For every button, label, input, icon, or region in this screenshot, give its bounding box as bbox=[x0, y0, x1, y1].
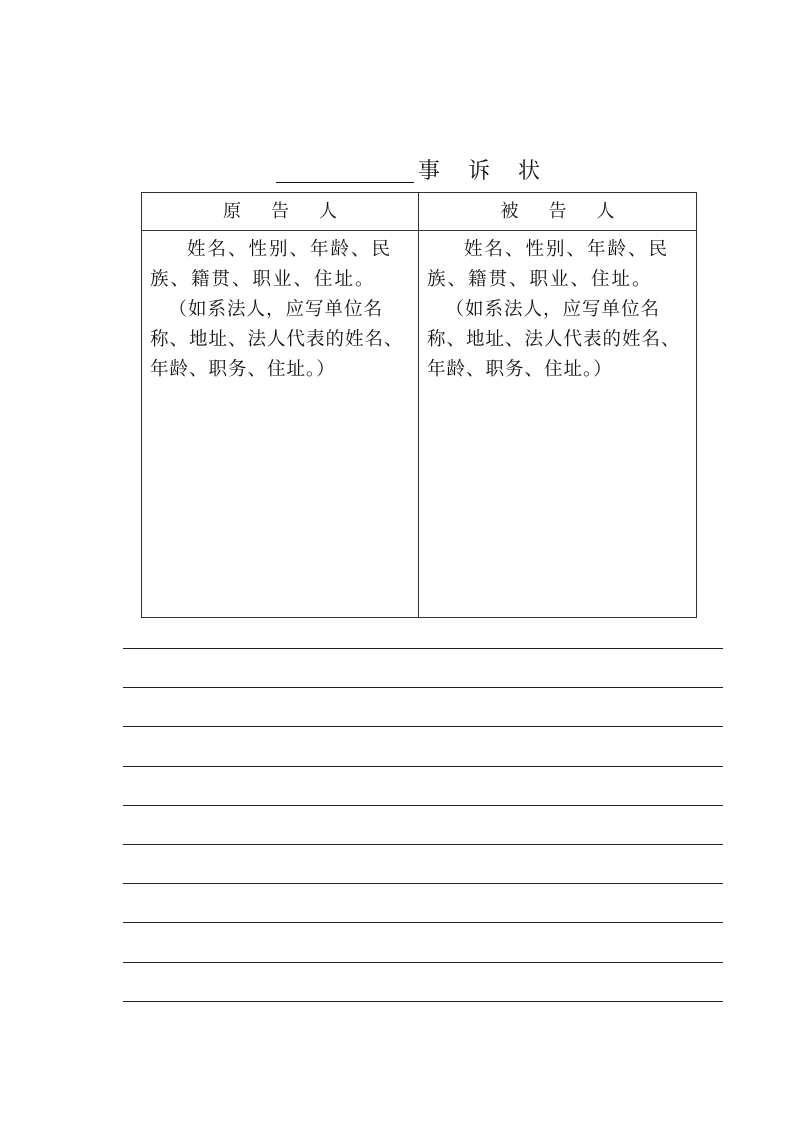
defendant-column bbox=[419, 193, 696, 617]
plaintiff-column bbox=[142, 193, 419, 617]
writing-line[interactable] bbox=[123, 687, 723, 726]
defendant-cell[interactable] bbox=[419, 231, 696, 385]
document-title-row bbox=[0, 156, 800, 188]
writing-line[interactable] bbox=[123, 844, 723, 883]
plaintiff-header: 原告人 bbox=[142, 193, 418, 231]
writing-line[interactable] bbox=[123, 726, 723, 765]
writing-line[interactable] bbox=[123, 648, 723, 687]
plaintiff-instruction-legal-entity: （如系法人，应写单位名称、地址、法人代表的姓名、年龄、职务、住址。） bbox=[150, 299, 404, 380]
document-title: 事诉状 bbox=[418, 159, 569, 184]
writing-lines bbox=[123, 648, 723, 1040]
defendant-instruction-basic: 姓名、性别、年龄、民族、籍贯、职业、住址。 bbox=[427, 239, 670, 290]
case-type-blank-line[interactable] bbox=[276, 182, 414, 183]
defendant-header: 被告人 bbox=[419, 193, 696, 231]
writing-line[interactable] bbox=[123, 883, 723, 922]
writing-line[interactable] bbox=[123, 922, 723, 961]
defendant-instruction-legal-entity: （如系法人，应写单位名称、地址、法人代表的姓名、年龄、职务、住址。） bbox=[427, 299, 681, 380]
plaintiff-cell[interactable] bbox=[142, 231, 418, 385]
writing-line[interactable] bbox=[123, 805, 723, 844]
writing-line[interactable] bbox=[123, 766, 723, 805]
writing-line[interactable] bbox=[123, 962, 723, 1001]
writing-line[interactable] bbox=[123, 1001, 723, 1040]
plaintiff-instruction-basic: 姓名、性别、年龄、民族、籍贯、职业、住址。 bbox=[150, 239, 393, 290]
party-table bbox=[141, 192, 697, 618]
